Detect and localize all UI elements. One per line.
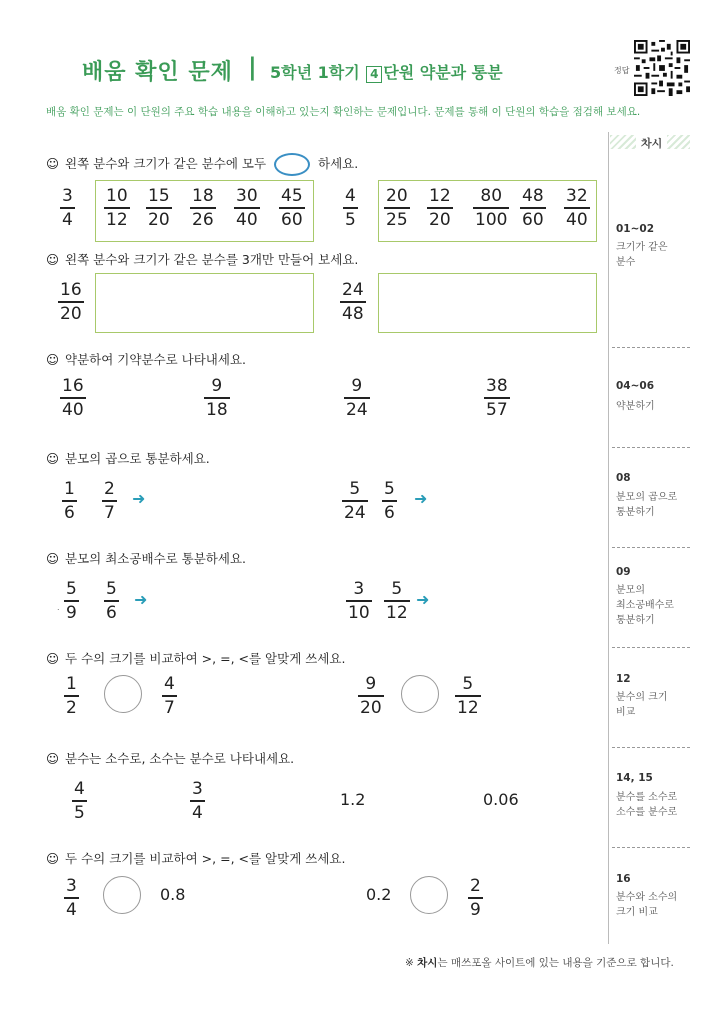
numerator: 3	[66, 876, 77, 896]
smile-icon: ☺	[46, 352, 60, 367]
sidebar-separator	[612, 447, 690, 448]
question-3-text: 약분하여 기약분수로 나타내세요.	[65, 352, 247, 367]
q5b-fraction	[384, 579, 410, 623]
numerator: 16	[60, 280, 82, 300]
fraction-bar	[162, 695, 177, 697]
denominator: 20	[148, 209, 170, 230]
numerator: 5	[462, 674, 474, 694]
sidebar-lesson-title	[616, 790, 696, 820]
numerator: 38	[486, 376, 508, 396]
question-4-text: 분모의 곱으로 통분하세요.	[65, 451, 210, 466]
numerator: 9	[351, 376, 363, 396]
q7-fraction	[190, 779, 205, 823]
denominator: 24	[344, 502, 366, 523]
grade-semester: 5학년 1학기	[270, 63, 360, 82]
numerator: 5	[106, 579, 117, 599]
numerator: 24	[342, 280, 364, 300]
sidebar-divider	[608, 132, 609, 944]
q3-fraction	[60, 376, 86, 420]
question-6-text: 두 수의 크기를 비교하여 >, =, <를 알맞게 쓰세요.	[65, 651, 346, 666]
q5b-fraction	[346, 579, 372, 623]
sidebar-lesson-line: 소수를 분수로	[616, 807, 678, 818]
question-7-text: 분수는 소수로, 소수는 분수로 나타내세요.	[65, 751, 295, 766]
q5a-fraction	[104, 579, 119, 623]
q6b-fraction	[358, 674, 384, 718]
sidebar-lesson-line: 분수	[616, 257, 636, 268]
fraction-bar	[104, 600, 119, 602]
fraction-bar	[344, 397, 370, 399]
numerator: 48	[522, 186, 544, 206]
stray-dot: .	[57, 603, 60, 612]
numerator: 12	[429, 186, 451, 206]
sidebar-lesson-line: 약분하기	[616, 401, 655, 412]
fraction-bar	[468, 897, 483, 899]
denominator: 100	[475, 209, 508, 230]
denominator: 48	[342, 303, 364, 324]
denominator: 24	[346, 399, 368, 420]
smile-icon: ☺	[46, 156, 60, 171]
denominator: 60	[281, 209, 303, 230]
numerator: 80	[480, 186, 503, 206]
title-divider: |	[248, 53, 257, 81]
sidebar-lesson-title	[616, 690, 696, 720]
unit-number: 4	[366, 66, 382, 83]
fraction-bar	[60, 207, 75, 209]
denominator: 57	[486, 399, 508, 420]
q6a-compare-circle[interactable]	[104, 675, 142, 713]
smile-icon: ☺	[46, 751, 60, 766]
fraction-bar	[484, 397, 510, 399]
question-1-post: 하세요.	[318, 156, 359, 171]
numerator: 5	[384, 479, 395, 499]
q1a-option-fraction	[279, 186, 305, 230]
question-2	[46, 250, 358, 268]
q6b-fraction	[455, 674, 481, 718]
numerator: 45	[281, 186, 303, 206]
fraction-bar	[382, 500, 397, 502]
sidebar-lesson-line: 분모의 곱으로	[616, 492, 678, 503]
fraction-bar	[346, 600, 372, 602]
page-title: 배움 확인 문제	[82, 60, 233, 85]
question-4	[46, 449, 210, 467]
q8b-fraction	[468, 876, 483, 920]
fraction-bar	[72, 800, 87, 802]
fraction-bar	[384, 600, 410, 602]
footer-text: 는 매쓰포올 사이트에 있는 내용을 기준으로 합니다.	[437, 957, 674, 969]
fraction-bar	[190, 800, 205, 802]
fraction-bar	[60, 397, 86, 399]
numerator: 2	[104, 479, 115, 499]
q1b-option-fraction	[473, 186, 509, 230]
numerator: 5	[349, 479, 361, 499]
sidebar-separator	[612, 647, 690, 648]
smile-icon: ☺	[46, 252, 60, 267]
arrow-icon: ➜	[414, 489, 428, 508]
denominator: 5	[345, 209, 356, 230]
sidebar-lesson-line: 최소공배수로	[616, 600, 674, 611]
fraction-bar	[204, 397, 230, 399]
denominator: 12	[106, 209, 128, 230]
numerator: 2	[470, 876, 481, 896]
denominator: 4	[62, 209, 73, 230]
denominator: 7	[164, 697, 175, 718]
fraction-bar	[234, 207, 260, 209]
q8a-fraction	[64, 876, 79, 920]
smile-icon: ☺	[46, 851, 60, 866]
question-3	[46, 350, 246, 368]
footer-bold: 차시	[417, 957, 438, 969]
numerator: 3	[62, 186, 73, 206]
sidebar-lesson-line: 크기가 같은	[616, 242, 668, 253]
sidebar-lesson-line: 크기 비교	[616, 907, 658, 918]
denominator: 2	[66, 697, 77, 718]
numerator: 20	[386, 186, 408, 206]
question-2-text: 왼쪽 분수와 크기가 같은 분수를 3개만 만들어 보세요.	[65, 252, 359, 267]
arrow-icon: ➜	[134, 590, 148, 609]
smile-icon: ☺	[46, 651, 60, 666]
numerator: 3	[192, 779, 203, 799]
numerator: 16	[62, 376, 84, 396]
fraction-bar	[342, 500, 368, 502]
numerator: 1	[64, 479, 75, 499]
sidebar-lesson-number: 14, 15	[616, 772, 653, 784]
denominator: 26	[192, 209, 214, 230]
intro-text: 배움 확인 문제는 이 단원의 주요 학습 내용을 이해하고 있는지 확인하는 문제입니다. 문제를 통해 이 단원의 학습을 점검해 보세요.	[46, 106, 641, 118]
numerator: 9	[211, 376, 223, 396]
q1b-option-fraction	[520, 186, 546, 230]
sidebar-lesson-title	[616, 583, 696, 628]
q7-fraction	[72, 779, 87, 823]
q2a-fraction	[58, 280, 84, 324]
sidebar-lesson-line: 분수를 소수로	[616, 792, 678, 803]
q6a-fraction	[64, 674, 79, 718]
denominator: 7	[104, 502, 115, 523]
numerator: 3	[353, 579, 365, 599]
denominator: 9	[470, 899, 481, 920]
q3-fraction	[344, 376, 370, 420]
denominator: 12	[386, 602, 408, 623]
q1b-option-fraction	[384, 186, 410, 230]
fraction-bar	[520, 207, 546, 209]
fraction-bar	[279, 207, 305, 209]
fraction-bar	[473, 207, 509, 209]
q3-fraction	[484, 376, 510, 420]
q1a-option-fraction	[234, 186, 260, 230]
sidebar-lesson-number: 09	[616, 566, 631, 578]
fraction-bar	[384, 207, 410, 209]
q1a-main-fraction	[60, 186, 75, 230]
q1a-option-fraction	[146, 186, 172, 230]
q2b-fraction	[340, 280, 366, 324]
q6b-compare-circle[interactable]	[401, 675, 439, 713]
sidebar-lesson-line: 통분하기	[616, 615, 655, 626]
denominator: 5	[74, 802, 85, 823]
q5a-fraction	[64, 579, 79, 623]
ellipse-icon	[274, 153, 310, 176]
sidebar-lesson-number: 01~02	[616, 223, 655, 235]
question-1	[46, 153, 358, 176]
q8a-decimal: 0.8	[160, 885, 186, 904]
qr-code[interactable]	[634, 40, 690, 96]
fraction-bar	[455, 695, 481, 697]
numerator: 4	[345, 186, 356, 206]
q7-decimal-2: 0.06	[483, 790, 519, 809]
fraction-bar	[64, 600, 79, 602]
denominator: 6	[64, 502, 75, 523]
denominator: 40	[236, 209, 258, 230]
q4a-fraction	[102, 479, 117, 523]
question-5	[46, 549, 246, 567]
denominator: 40	[62, 399, 84, 420]
fraction-bar	[58, 301, 84, 303]
fraction-bar	[104, 207, 130, 209]
sidebar-lesson-line: 통분하기	[616, 507, 655, 518]
fraction-bar	[62, 500, 77, 502]
fraction-bar	[190, 207, 216, 209]
question-5-text: 분모의 최소공배수로 통분하세요.	[65, 551, 247, 566]
q2b-answer-box[interactable]	[378, 273, 597, 333]
numerator: 9	[365, 674, 377, 694]
denominator: 20	[60, 303, 82, 324]
denominator: 60	[522, 209, 544, 230]
q1b-option-fraction	[427, 186, 453, 230]
q4b-fraction	[382, 479, 397, 523]
sidebar-lesson-title	[616, 240, 696, 270]
q4a-fraction	[62, 479, 77, 523]
fraction-bar	[343, 207, 358, 209]
denominator: 10	[348, 602, 370, 623]
denominator: 18	[206, 399, 228, 420]
numerator: 5	[66, 579, 77, 599]
numerator: 30	[236, 186, 258, 206]
q7-decimal-1: 1.2	[340, 790, 366, 809]
q1b-option-fraction	[564, 186, 590, 230]
answer-label: 정답	[614, 66, 630, 75]
fraction-bar	[146, 207, 172, 209]
q6a-fraction	[162, 674, 177, 718]
denominator: 20	[429, 209, 451, 230]
numerator: 18	[192, 186, 214, 206]
question-1-pre: 왼쪽 분수와 크기가 같은 분수에 모두	[65, 156, 267, 171]
q4b-fraction	[342, 479, 368, 523]
numerator: 1	[66, 674, 77, 694]
arrow-icon: ➜	[132, 489, 146, 508]
question-8	[46, 849, 345, 867]
fraction-bar	[427, 207, 453, 209]
fraction-bar	[64, 695, 79, 697]
denominator: 12	[457, 697, 479, 718]
fraction-bar	[564, 207, 590, 209]
sidebar-lesson-line: 분수의 크기	[616, 692, 668, 703]
sidebar-separator	[612, 847, 690, 848]
sidebar-lesson-title	[616, 399, 696, 414]
denominator: 20	[360, 697, 382, 718]
q8a-compare-circle[interactable]	[103, 876, 141, 914]
denominator: 9	[66, 602, 77, 623]
sidebar-lesson-number: 12	[616, 673, 631, 685]
numerator: 4	[74, 779, 85, 799]
question-8-text: 두 수의 크기를 비교하여 >, =, <를 알맞게 쓰세요.	[65, 851, 346, 866]
sidebar-lesson-number: 08	[616, 472, 631, 484]
numerator: 10	[106, 186, 128, 206]
q2a-answer-box[interactable]	[95, 273, 314, 333]
sidebar-lesson-title	[616, 490, 696, 520]
arrow-icon: ➜	[416, 590, 430, 609]
q1a-option-fraction	[190, 186, 216, 230]
sidebar-separator	[612, 747, 690, 748]
unit-title: 단원 약분과 통분	[383, 63, 503, 82]
denominator: 25	[386, 209, 408, 230]
denominator: 4	[192, 802, 203, 823]
fraction-bar	[64, 897, 79, 899]
sidebar-separator	[612, 347, 690, 348]
sidebar-lesson-line: 분모의	[616, 585, 645, 596]
fraction-bar	[102, 500, 117, 502]
denominator: 40	[566, 209, 588, 230]
sidebar-lesson-number: 16	[616, 873, 631, 885]
question-7	[46, 749, 294, 767]
q1a-option-fraction	[104, 186, 130, 230]
footer-note	[405, 955, 674, 970]
q8b-compare-circle[interactable]	[410, 876, 448, 914]
denominator: 6	[384, 502, 395, 523]
denominator: 4	[66, 899, 77, 920]
denominator: 6	[106, 602, 117, 623]
sidebar-lesson-number: 04~06	[616, 380, 655, 392]
smile-icon: ☺	[46, 451, 60, 466]
numerator: 4	[164, 674, 175, 694]
fraction-bar	[340, 301, 366, 303]
sidebar-lesson-line: 분수와 소수의	[616, 892, 678, 903]
sidebar-lesson-line: 비교	[616, 707, 636, 718]
sidebar-header: 차시	[636, 135, 667, 151]
q3-fraction	[204, 376, 230, 420]
question-6	[46, 649, 345, 667]
q1b-main-fraction	[343, 186, 358, 230]
numerator: 15	[148, 186, 170, 206]
q8b-decimal: 0.2	[366, 885, 392, 904]
footer-mark: ※	[405, 957, 414, 969]
numerator: 32	[566, 186, 588, 206]
fraction-bar	[358, 695, 384, 697]
smile-icon: ☺	[46, 551, 60, 566]
sidebar-lesson-title	[616, 890, 696, 920]
numerator: 5	[391, 579, 403, 599]
page-subtitle	[270, 60, 503, 83]
sidebar-separator	[612, 547, 690, 548]
